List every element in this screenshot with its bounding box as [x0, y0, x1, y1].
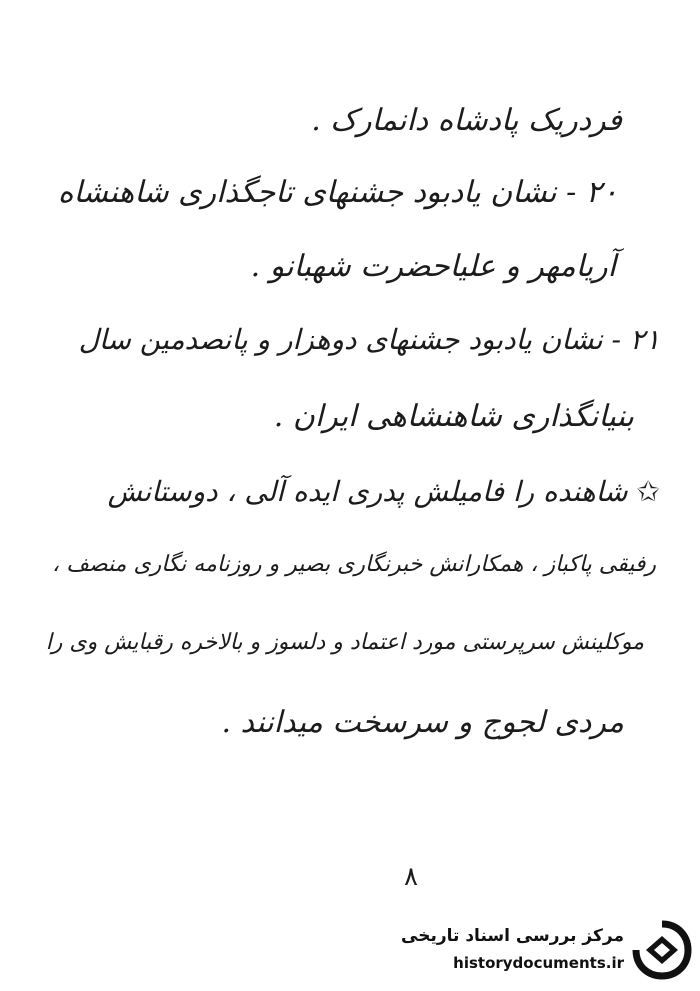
page-number: ۸: [404, 862, 418, 892]
watermark-url: historydocuments.ir: [453, 954, 624, 972]
text-line-6-body: شاهنده را فامیلش پدری ایده آلی ، دوستانش: [107, 475, 628, 508]
archive-logo-icon: [632, 920, 692, 980]
watermark: [401, 918, 692, 984]
watermark-title: مرکز بررسی اسناد تاریخی: [401, 926, 624, 946]
text-line-7: رفیقی پاکباز ، همکارانش خبرنگاری بصیر و روزنامه نگاری منصف ،: [52, 552, 656, 577]
text-line-8: موکلینش سرپرستی مورد اعتماد و دلسوز و بالاخره رقبایش وی را: [45, 630, 644, 655]
text-line-5: بنیانگذاری شاهنشاهی ایران .: [273, 399, 634, 434]
star-bullet-icon: ✩: [636, 475, 660, 508]
text-line-1: فردریک پادشاه دانمارک .: [311, 103, 622, 138]
text-line-4: ۲۱ - نشان یادبود جشنهای دوهزار و پانصدمین سال: [78, 323, 660, 356]
text-line-9: مردی لجوج و سرسخت میدانند .: [221, 705, 624, 740]
text-line-3: آریامهر و علیاحضرت شهبانو .: [250, 249, 616, 284]
text-line-2: ۲۰ - نشان یادبود جشنهای تاجگذاری شاهنشاه: [57, 175, 618, 210]
text-line-6: [107, 475, 660, 508]
